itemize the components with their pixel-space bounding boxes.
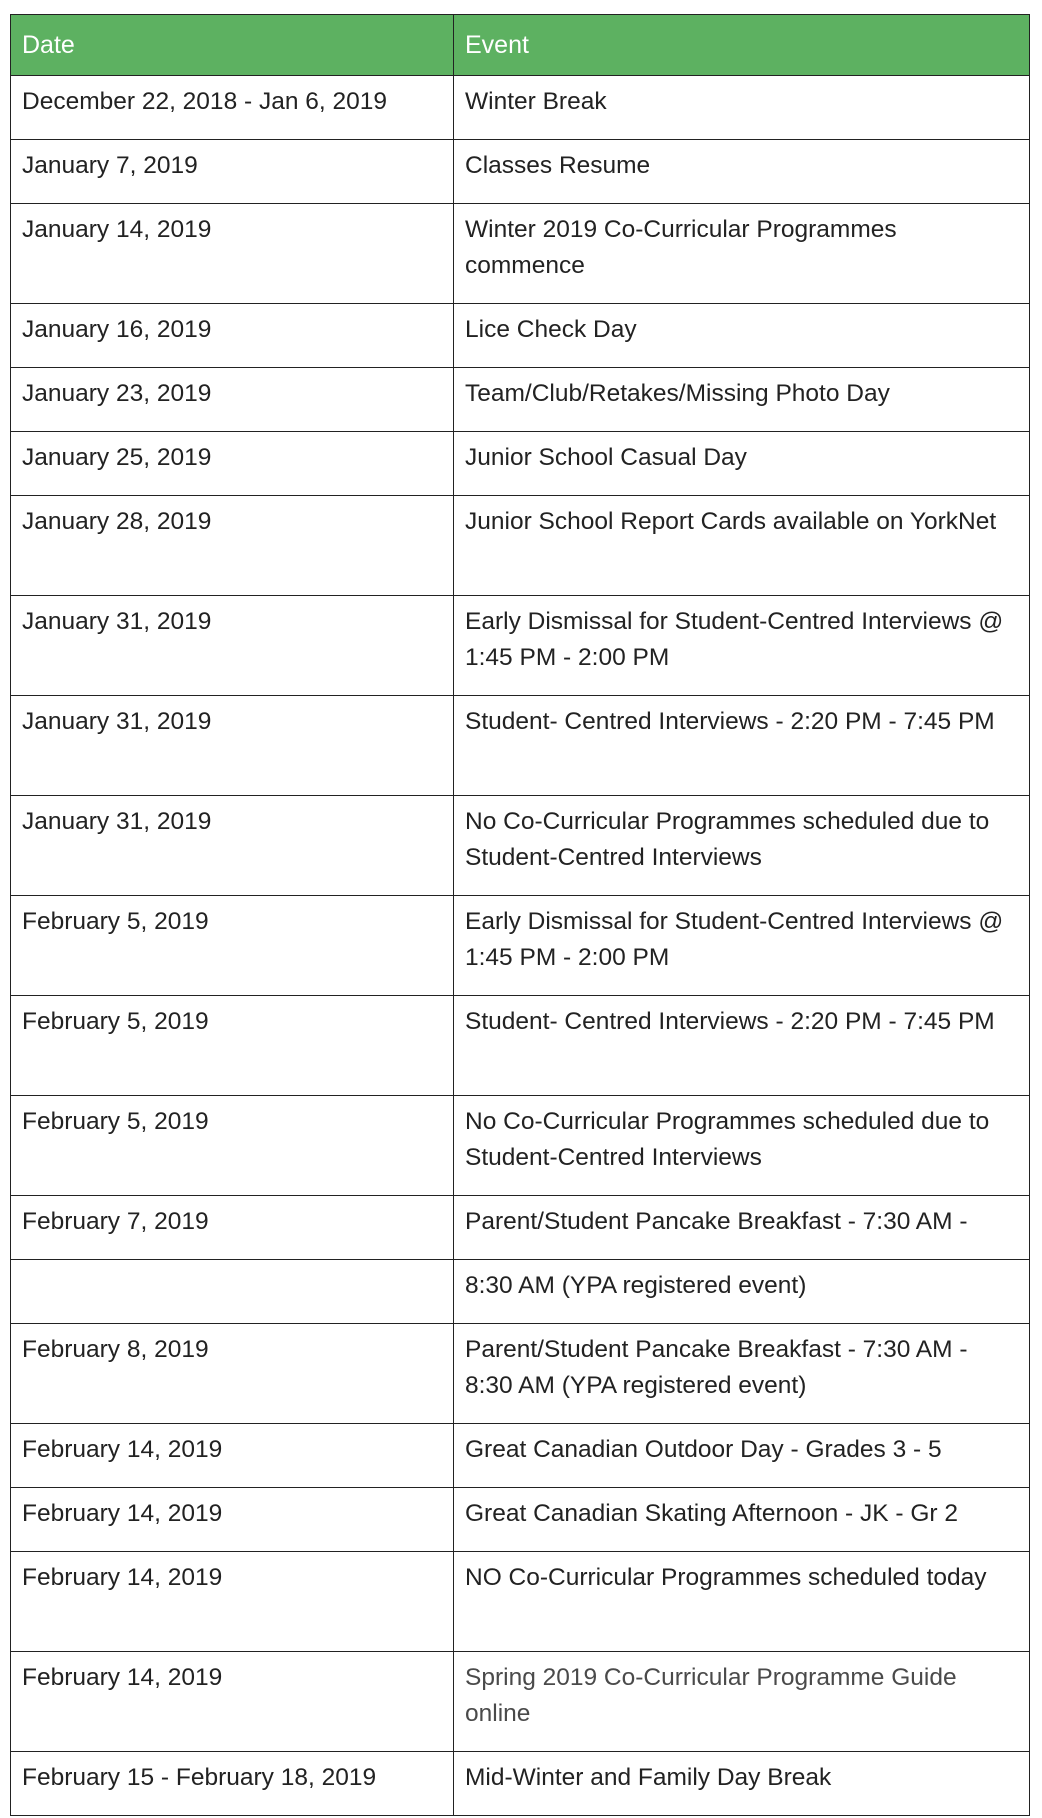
date-cell: February 8, 2019 bbox=[11, 1324, 454, 1424]
date-column-header: Date bbox=[11, 15, 454, 76]
table-row bbox=[11, 1096, 1030, 1196]
date-cell: February 7, 2019 bbox=[11, 1196, 454, 1260]
event-cell: Parent/Student Pancake Breakfast - 7:30 AM - 8:30 AM (YPA registered event) bbox=[454, 1324, 1030, 1424]
table-row bbox=[11, 996, 1030, 1096]
date-cell: January 31, 2019 bbox=[11, 596, 454, 696]
date-cell: January 23, 2019 bbox=[11, 368, 454, 432]
events-table-container bbox=[10, 14, 1029, 1816]
date-cell: January 14, 2019 bbox=[11, 204, 454, 304]
date-cell: February 14, 2019 bbox=[11, 1652, 454, 1752]
event-cell: Team/Club/Retakes/Missing Photo Day bbox=[454, 368, 1030, 432]
table-row bbox=[11, 1424, 1030, 1488]
event-cell: 8:30 AM (YPA registered event) bbox=[454, 1260, 1030, 1324]
table-row bbox=[11, 496, 1030, 596]
event-cell: Winter 2019 Co-Curricular Programmes commence bbox=[454, 204, 1030, 304]
date-cell: February 15 - February 18, 2019 bbox=[11, 1752, 454, 1816]
table-row bbox=[11, 596, 1030, 696]
date-cell: January 31, 2019 bbox=[11, 796, 454, 896]
event-cell: No Co-Curricular Programmes scheduled due to Student-Centred Interviews bbox=[454, 796, 1030, 896]
date-cell: February 14, 2019 bbox=[11, 1488, 454, 1552]
event-cell-link[interactable]: Spring 2019 Co-Curricular Programme Guide online bbox=[454, 1652, 1030, 1752]
date-cell: January 16, 2019 bbox=[11, 304, 454, 368]
date-cell: December 22, 2018 - Jan 6, 2019 bbox=[11, 76, 454, 140]
date-cell: February 5, 2019 bbox=[11, 1096, 454, 1196]
event-cell: No Co-Curricular Programmes scheduled due to Student-Centred Interviews bbox=[454, 1096, 1030, 1196]
table-row bbox=[11, 1552, 1030, 1652]
table-row bbox=[11, 76, 1030, 140]
date-cell: February 14, 2019 bbox=[11, 1424, 454, 1488]
event-cell: Junior School Report Cards available on YorkNet bbox=[454, 496, 1030, 596]
table-row bbox=[11, 1652, 1030, 1752]
date-cell: February 14, 2019 bbox=[11, 1552, 454, 1652]
event-cell: Mid-Winter and Family Day Break bbox=[454, 1752, 1030, 1816]
event-cell: Winter Break bbox=[454, 76, 1030, 140]
table-row bbox=[11, 796, 1030, 896]
events-table bbox=[10, 14, 1030, 1816]
table-row bbox=[11, 696, 1030, 796]
table-row bbox=[11, 140, 1030, 204]
event-cell: Junior School Casual Day bbox=[454, 432, 1030, 496]
event-cell: Great Canadian Skating Afternoon - JK - Gr 2 bbox=[454, 1488, 1030, 1552]
event-cell: Great Canadian Outdoor Day - Grades 3 - 5 bbox=[454, 1424, 1030, 1488]
table-row bbox=[11, 1488, 1030, 1552]
table-row bbox=[11, 304, 1030, 368]
table-row bbox=[11, 204, 1030, 304]
date-cell bbox=[11, 1260, 454, 1324]
date-cell: February 5, 2019 bbox=[11, 896, 454, 996]
table-row bbox=[11, 1196, 1030, 1260]
event-cell: Student- Centred Interviews - 2:20 PM - 7:45 PM bbox=[454, 696, 1030, 796]
event-column-header: Event bbox=[454, 15, 1030, 76]
event-cell: Student- Centred Interviews - 2:20 PM - 7:45 PM bbox=[454, 996, 1030, 1096]
table-row bbox=[11, 1324, 1030, 1424]
date-cell: January 25, 2019 bbox=[11, 432, 454, 496]
event-cell: Early Dismissal for Student-Centred Interviews @ 1:45 PM - 2:00 PM bbox=[454, 896, 1030, 996]
table-row bbox=[11, 1752, 1030, 1816]
event-cell: Lice Check Day bbox=[454, 304, 1030, 368]
date-cell: January 7, 2019 bbox=[11, 140, 454, 204]
table-row bbox=[11, 1260, 1030, 1324]
date-cell: January 31, 2019 bbox=[11, 696, 454, 796]
table-row bbox=[11, 896, 1030, 996]
event-cell: NO Co-Curricular Programmes scheduled today bbox=[454, 1552, 1030, 1652]
event-cell: Parent/Student Pancake Breakfast - 7:30 AM - bbox=[454, 1196, 1030, 1260]
table-row bbox=[11, 432, 1030, 496]
table-header-row bbox=[11, 15, 1030, 76]
table-row bbox=[11, 368, 1030, 432]
date-cell: February 5, 2019 bbox=[11, 996, 454, 1096]
event-cell: Classes Resume bbox=[454, 140, 1030, 204]
date-cell: January 28, 2019 bbox=[11, 496, 454, 596]
event-cell: Early Dismissal for Student-Centred Interviews @ 1:45 PM - 2:00 PM bbox=[454, 596, 1030, 696]
